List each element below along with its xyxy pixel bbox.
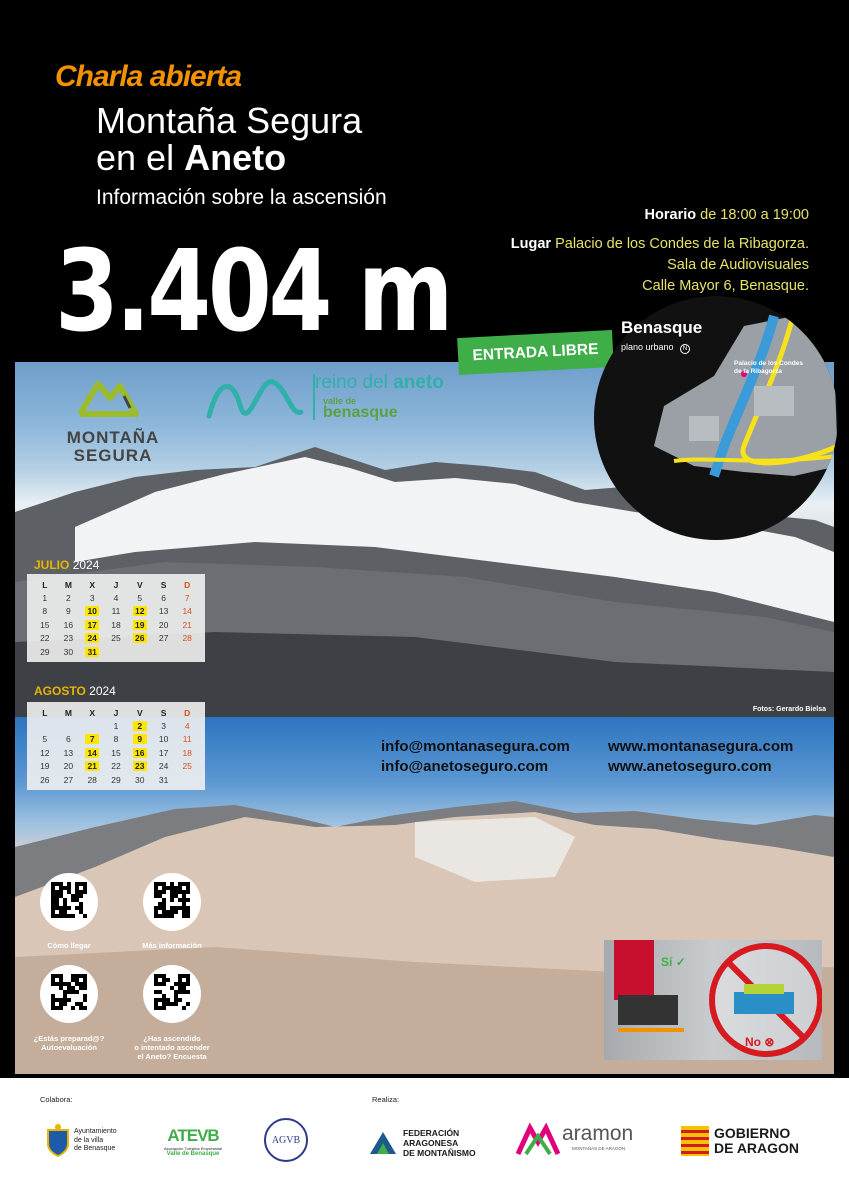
map-subtitle-text: plano urbano — [621, 342, 674, 352]
aragon-flag-icon — [681, 1126, 709, 1156]
weekday-header: S — [160, 707, 167, 718]
sponsor-atevb — [164, 1126, 222, 1158]
calendar-day: 30 — [63, 646, 74, 657]
calendar-day: 27 — [63, 774, 74, 785]
qr-caption-3 — [24, 1034, 114, 1052]
benasque-text: benasque — [323, 404, 398, 421]
julio-heading — [34, 558, 99, 572]
cross-icon: ⊗ — [764, 1035, 775, 1049]
calendar-day: 29 — [40, 646, 50, 657]
calendar-day: 30 — [135, 774, 145, 785]
horario-row — [511, 205, 809, 226]
lugar-line-2: Sala de Audiovisuales — [667, 257, 809, 273]
valle-de-text: valle de — [323, 396, 357, 406]
calendar-day: 22 — [40, 633, 50, 644]
entrada-libre-badge: ENTRADA LIBRE — [457, 330, 614, 375]
web-link-2[interactable]: www.anetoseguro.com — [608, 758, 772, 775]
calendar-week-row — [33, 605, 199, 618]
fam-line-2: ARAGONESA — [403, 1138, 459, 1148]
weekday-header: X — [89, 579, 96, 590]
qr-code-icon — [51, 974, 87, 1015]
calendar-day: 15 — [111, 747, 121, 758]
calendar-day: 5 — [42, 734, 48, 745]
montana-segura-text-2: SEGURA — [73, 446, 153, 465]
calendar-day: 19 — [40, 761, 50, 772]
calendar-day: 2 — [66, 593, 71, 604]
montana-segura-text-1: MONTAÑA — [66, 428, 160, 447]
reino-del-aneto-logo — [205, 372, 475, 432]
agosto-month: AGOSTO — [34, 684, 86, 698]
julio-calendar — [27, 574, 205, 662]
calendar-week-row — [33, 645, 199, 658]
reino-pre: reino del — [315, 372, 394, 393]
weekday-header: V — [136, 579, 143, 590]
aramon-logo-icon — [516, 1122, 560, 1156]
calendar-day: 14 — [182, 606, 192, 617]
boots-illustration — [604, 940, 822, 1060]
no-text: No — [745, 1035, 761, 1049]
calendar-day: 7 — [184, 593, 190, 604]
calendar-day — [175, 645, 199, 658]
calendar-day: 12 — [40, 747, 50, 758]
compass-icon: N — [680, 344, 690, 354]
ayto-line-2: de la villa — [74, 1136, 104, 1144]
calendar-day: 11 — [182, 734, 192, 745]
calendar-day: 23 — [63, 633, 74, 644]
gob-line-1: GOBIERNO — [714, 1125, 791, 1141]
julio-year: 2024 — [72, 558, 100, 572]
calendar-day: 29 — [111, 774, 121, 785]
calendar-day: 9 — [66, 606, 71, 617]
calendar-day — [175, 773, 199, 786]
fam-line-3: DE MONTAÑISMO — [403, 1148, 476, 1158]
horario-label: Horario — [644, 207, 697, 223]
calendar-day: 21 — [80, 760, 104, 773]
calendar-day: 31 — [80, 645, 104, 658]
calendar-day: 8 — [113, 734, 119, 745]
calendar-day: 24 — [158, 761, 169, 772]
sponsor-agvb — [264, 1118, 308, 1162]
calendar-day: 6 — [66, 734, 71, 745]
calendar-day — [57, 719, 81, 732]
calendar-day: 9 — [128, 733, 152, 746]
map-place-line-1: Palacio de los Condes — [734, 360, 803, 367]
calendar-day: 28 — [87, 774, 97, 785]
qr-code-icon — [154, 974, 190, 1015]
calendar-day: 28 — [182, 633, 192, 644]
coat-of-arms-icon — [46, 1124, 70, 1158]
qr-caption-1: Cómo llegar — [47, 941, 91, 950]
weekday-header: J — [113, 707, 119, 718]
map-place-label — [734, 360, 803, 376]
reino-del-aneto-text — [315, 372, 444, 394]
aramon-sub: MONTAÑAS DE ARAGÓN — [572, 1146, 626, 1151]
calendar-day — [104, 645, 128, 658]
calendar-day: 3 — [89, 593, 95, 604]
weekday-header: J — [113, 579, 119, 590]
sponsor-ayuntamiento — [46, 1124, 117, 1158]
title-line-2-bold: Aneto — [184, 137, 287, 178]
calendar-day: 13 — [158, 606, 169, 617]
calendar-day: 1 — [42, 593, 48, 604]
qr-caption-3-line-1: ¿Estás preparad@? — [33, 1034, 105, 1043]
qr-mas-informacion[interactable] — [143, 873, 201, 931]
event-info — [511, 205, 809, 297]
title-line-2-pre: en el — [96, 137, 185, 178]
gob-line-2: DE ARAGON — [714, 1140, 800, 1156]
si-label — [661, 955, 686, 969]
calendar-day — [128, 645, 152, 658]
calendar-week-row — [33, 733, 199, 746]
calendar-day: 1 — [113, 721, 119, 732]
map-place-line-2: de la Ribagorza — [734, 368, 783, 375]
photo-credit: Fotos: Gerardo Bielsa — [752, 706, 826, 713]
qr-caption-4-line-2: o intentado ascender — [134, 1043, 210, 1052]
agosto-heading — [34, 684, 116, 698]
calendar-week-row — [33, 591, 199, 604]
lugar-label: Lugar — [510, 236, 552, 252]
ayuntamiento-text — [74, 1128, 117, 1154]
ayto-line-1: Ayuntamiento — [74, 1128, 117, 1136]
qr-caption-2: Más información — [142, 941, 202, 950]
calendar-day: 23 — [128, 760, 152, 773]
weekday-header: L — [42, 579, 48, 590]
calendar-day: 17 — [80, 618, 104, 631]
montana-segura-icon — [58, 372, 168, 424]
web-link-1[interactable]: www.montanasegura.com — [608, 738, 794, 755]
calendar-day: 22 — [111, 761, 121, 772]
calendar-day: 18 — [111, 619, 121, 630]
calendar-day: 25 — [182, 761, 192, 772]
si-text: Sí — [661, 955, 673, 969]
gobierno-text — [714, 1126, 799, 1156]
sponsor-aramon — [516, 1122, 633, 1156]
julio-month: JULIO — [34, 558, 70, 572]
agosto-year: 2024 — [89, 684, 116, 698]
email-link-2[interactable]: info@anetoseguro.com — [381, 758, 549, 775]
calendar-day: 10 — [80, 605, 104, 618]
no-label — [745, 1035, 774, 1049]
calendar-day — [33, 719, 57, 732]
weekday-header: M — [64, 707, 72, 718]
lugar-row — [511, 234, 809, 255]
qr-code-icon — [154, 882, 190, 923]
aramon-text — [562, 1122, 633, 1151]
calendar-week-row — [33, 618, 199, 631]
calendar-day: 20 — [63, 761, 74, 772]
calendar-day: 19 — [128, 618, 152, 631]
altitude-heading: 3.404 m — [55, 227, 451, 357]
boots-comparison-image — [604, 940, 822, 1060]
agosto-calendar — [27, 702, 205, 790]
calendar-week-row — [33, 773, 199, 786]
montana-segura-logo — [58, 372, 168, 465]
calendar-day: 20 — [158, 619, 169, 630]
calendar-day: 11 — [111, 606, 121, 617]
calendar-week-row — [33, 760, 199, 773]
agvb-text: AGVB — [271, 1134, 301, 1146]
calendar-day — [152, 645, 176, 658]
calendar-day: 16 — [63, 619, 74, 630]
calendar-week-row — [33, 632, 199, 645]
calendar-day: 27 — [158, 633, 169, 644]
calendar-day: 17 — [158, 747, 169, 758]
atevb-sub-2: Valle de Benasque — [166, 1151, 220, 1157]
calendar-day: 15 — [40, 619, 50, 630]
calendar-day: 5 — [137, 593, 143, 604]
fam-mountain-icon — [368, 1130, 398, 1156]
horario-value: de 18:00 a 19:00 — [700, 207, 809, 223]
weekday-header: S — [160, 579, 167, 590]
calendar-day: 25 — [111, 633, 121, 644]
qr-code-icon — [51, 882, 87, 923]
calendar-day — [80, 719, 104, 732]
check-icon: ✓ — [675, 955, 686, 969]
atevb-sub-1: Asociación Turística Empresarial — [164, 1146, 223, 1151]
qr-caption-4-line-3: el Aneto? Encuesta — [137, 1052, 207, 1061]
calendar-day: 3 — [161, 721, 166, 732]
title-line-2 — [96, 137, 287, 178]
map-title: Benasque — [621, 318, 703, 337]
qr-caption-4 — [127, 1034, 217, 1061]
weekday-header: L — [42, 707, 48, 718]
calendar-day: 26 — [40, 774, 50, 785]
calendar-day: 26 — [128, 632, 152, 645]
footer — [0, 1078, 849, 1200]
title-line-1: Montaña Segura — [96, 100, 363, 141]
calendar-day: 13 — [63, 747, 74, 758]
reino-bold: aneto — [393, 372, 444, 393]
qr-caption-4-line-1: ¿Has ascendido — [143, 1034, 201, 1043]
calendar-day: 24 — [80, 632, 104, 645]
calendar-day: 10 — [158, 734, 169, 745]
weekday-header: X — [89, 707, 96, 718]
weekday-header: D — [184, 707, 191, 718]
calendar-day: 14 — [80, 746, 104, 759]
calendar-day: 21 — [182, 619, 192, 630]
email-link-1[interactable]: info@montanasegura.com — [381, 738, 570, 755]
calendar-day: 7 — [80, 733, 104, 746]
calendar-day: 6 — [161, 593, 166, 604]
lugar-line-3: Calle Mayor 6, Benasque. — [642, 278, 809, 294]
calendar-day: 31 — [158, 774, 169, 785]
subtitle: Información sobre la ascensión — [96, 186, 387, 209]
qr-como-llegar[interactable] — [40, 873, 98, 931]
calendar-day: 4 — [184, 721, 190, 732]
fam-line-1: FEDERACIÓN — [403, 1128, 460, 1138]
calendar-week-row — [33, 719, 199, 732]
calendar-day: 4 — [113, 593, 119, 604]
web-contacts — [608, 737, 793, 777]
weekday-header: D — [184, 579, 191, 590]
calendar-day: 12 — [128, 605, 152, 618]
reino-del-aneto-icon — [205, 372, 309, 424]
atevb-logo-text: ATEVB — [167, 1126, 219, 1145]
calendar-day: 18 — [182, 747, 192, 758]
map-subtitle — [621, 342, 690, 354]
calendar-week-row — [33, 746, 199, 759]
realiza-label: Realiza: — [372, 1095, 400, 1104]
calendar-day: 16 — [128, 746, 152, 759]
colabora-label: Colabora: — [40, 1095, 73, 1104]
aramon-name: aramon — [562, 1122, 634, 1145]
qr-caption-3-line-2: Autoevaluación — [41, 1043, 97, 1052]
lugar-line-1: Palacio de los Condes de la Ribagorza. — [555, 236, 809, 252]
email-contacts — [381, 737, 570, 777]
sponsor-gobierno-aragon — [681, 1126, 799, 1156]
qr-autoevaluacion[interactable] — [40, 965, 98, 1023]
qr-encuesta[interactable] — [143, 965, 201, 1023]
calendar-day: 2 — [128, 719, 152, 732]
weekday-header: V — [136, 707, 143, 718]
weekday-header: M — [64, 579, 72, 590]
fam-text — [403, 1128, 476, 1158]
calendar-day: 8 — [42, 606, 48, 617]
sponsor-fam — [368, 1128, 476, 1158]
kicker-text: Charla abierta — [55, 60, 242, 93]
ayto-line-3: de Benasque — [74, 1145, 116, 1153]
